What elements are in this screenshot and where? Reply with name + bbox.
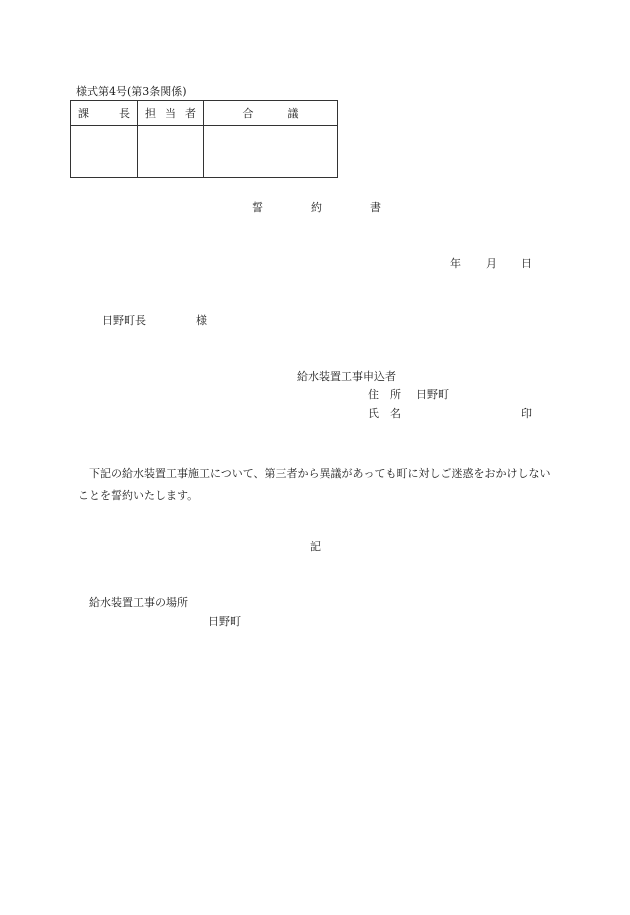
approval-header-section-chief xyxy=(71,101,138,126)
header-char: 議 xyxy=(287,107,299,120)
applicant-heading: 給水装置工事申込者 xyxy=(297,370,396,383)
approval-stamp-cell xyxy=(204,126,338,178)
applicant-address-label: 住 所 xyxy=(368,388,401,401)
applicant-name-label: 氏 名 xyxy=(368,407,401,420)
approval-stamp-cell xyxy=(138,126,204,178)
header-char: 者 xyxy=(185,107,196,120)
body-paragraph: 下記の給水装置工事施工について、第三者から異議があっても町に対しご迷惑をおかけしないことを誓約いたします。 xyxy=(78,467,551,502)
note-heading: 記 xyxy=(310,540,321,553)
header-char: 担 xyxy=(145,107,156,120)
addressee-honorific: 様 xyxy=(196,314,207,327)
approval-header-person-in-charge xyxy=(138,101,204,126)
applicant-address-value: 日野町 xyxy=(416,388,449,401)
approval-header-consultation xyxy=(204,101,338,126)
header-char: 合 xyxy=(242,107,254,120)
header-char: 課 xyxy=(78,107,89,120)
applicant-seal-label: 印 xyxy=(521,407,532,420)
location-label: 給水装置工事の場所 xyxy=(89,596,188,609)
title-char: 約 xyxy=(311,201,322,214)
addressee-name: 日野町長 xyxy=(102,314,146,327)
date-month-label: 月 xyxy=(486,257,497,270)
title-char: 書 xyxy=(370,201,381,214)
header-char: 当 xyxy=(165,107,176,120)
header-char: 長 xyxy=(119,107,130,120)
form-number: 様式第4号(第3条関係) xyxy=(76,85,187,98)
title-char: 誓 xyxy=(252,201,263,214)
date-day-label: 日 xyxy=(521,257,532,270)
document-title xyxy=(252,202,381,213)
approval-stamp-cell xyxy=(71,126,138,178)
date-year-label: 年 xyxy=(450,257,461,270)
approval-table xyxy=(70,100,338,178)
location-value: 日野町 xyxy=(208,615,241,628)
